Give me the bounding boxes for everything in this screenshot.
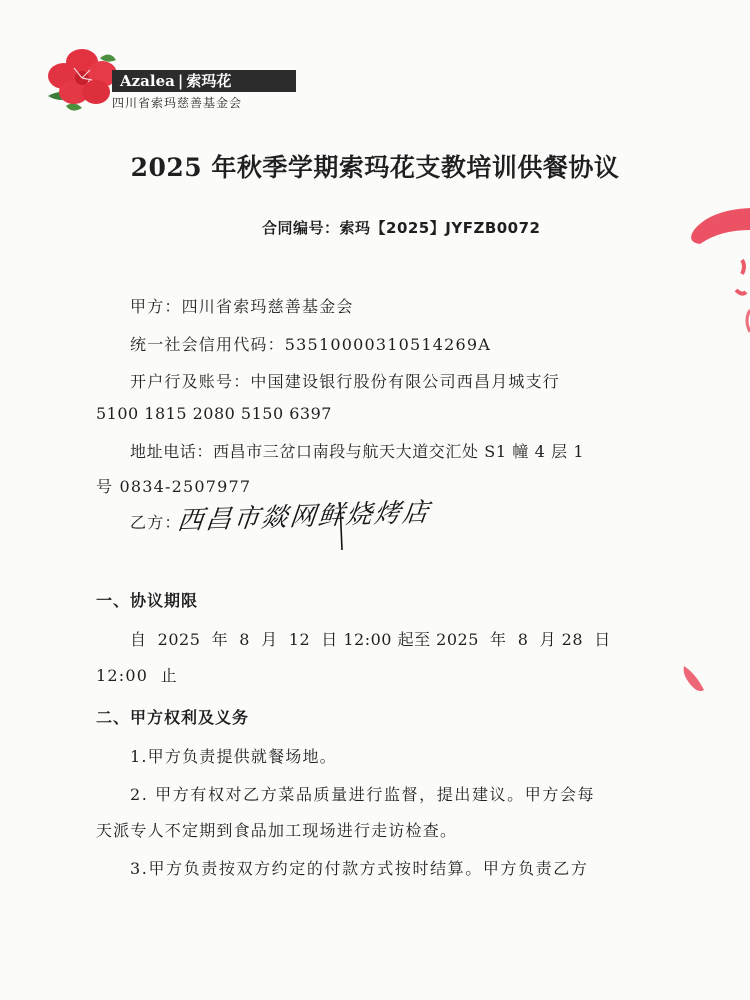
- red-seal-fragment-small: [676, 660, 716, 700]
- logo-organization: 四川省索玛慈善基金会: [112, 96, 243, 110]
- logo-english-name: Azalea: [120, 72, 175, 90]
- party-a-name: 甲方：四川省索玛慈善基金会: [130, 297, 354, 316]
- party-b-signature: [176, 492, 433, 538]
- section-2-item-2-line-1: 2. 甲方有权对乙方菜品质量进行监督，提出建议。甲方会每: [130, 785, 596, 804]
- signature-stroke: [330, 500, 350, 552]
- section-2-item-2-line-2: 天派专人不定期到食品加工现场进行走访检查。: [96, 821, 458, 840]
- party-b-handwritten-name: 西昌市燚网鲜烧烤店: [175, 497, 432, 537]
- foundation-logo: [44, 44, 264, 120]
- party-b-label: 乙方：: [130, 513, 182, 532]
- section-2-item-3: 3.甲方负责按双方约定的付款方式按时结算。甲方负责乙方: [130, 859, 589, 878]
- party-a-address-line-2: 号 0834-2507977: [96, 477, 252, 496]
- party-a-account: 5100 1815 2080 5150 6397: [96, 404, 332, 423]
- red-seal-fragment: [680, 200, 750, 340]
- party-a-credit-code: 统一社会信用代码：53510000310514269A: [130, 335, 492, 354]
- section-1-line-2: 12:00 止: [96, 666, 178, 685]
- logo-chinese-name: 索玛花: [186, 72, 232, 90]
- party-a-bank: 开户行及账号：中国建设银行股份有限公司西昌月城支行: [130, 372, 561, 391]
- section-2-item-1: 1.甲方负责提供就餐场地。: [130, 747, 337, 766]
- section-2-heading: 二、甲方权利及义务: [96, 708, 250, 727]
- party-a-address-line-1: 地址电话：西昌市三岔口南段与航天大道交汇处 S1 幢 4 层 1: [130, 442, 585, 461]
- section-1-line-1: 自 2025 年 8 月 12 日 12:00 起至 2025 年 8 月 28 日: [130, 630, 611, 649]
- document-title: 2025 年秋季学期索玛花支教培训供餐协议: [130, 153, 620, 182]
- contract-number: 合同编号：索玛【2025】JYFZB0072: [262, 219, 541, 237]
- section-1-heading: 一、协议期限: [96, 591, 199, 610]
- logo-brand-bar: Azalea | 索玛花: [112, 70, 296, 92]
